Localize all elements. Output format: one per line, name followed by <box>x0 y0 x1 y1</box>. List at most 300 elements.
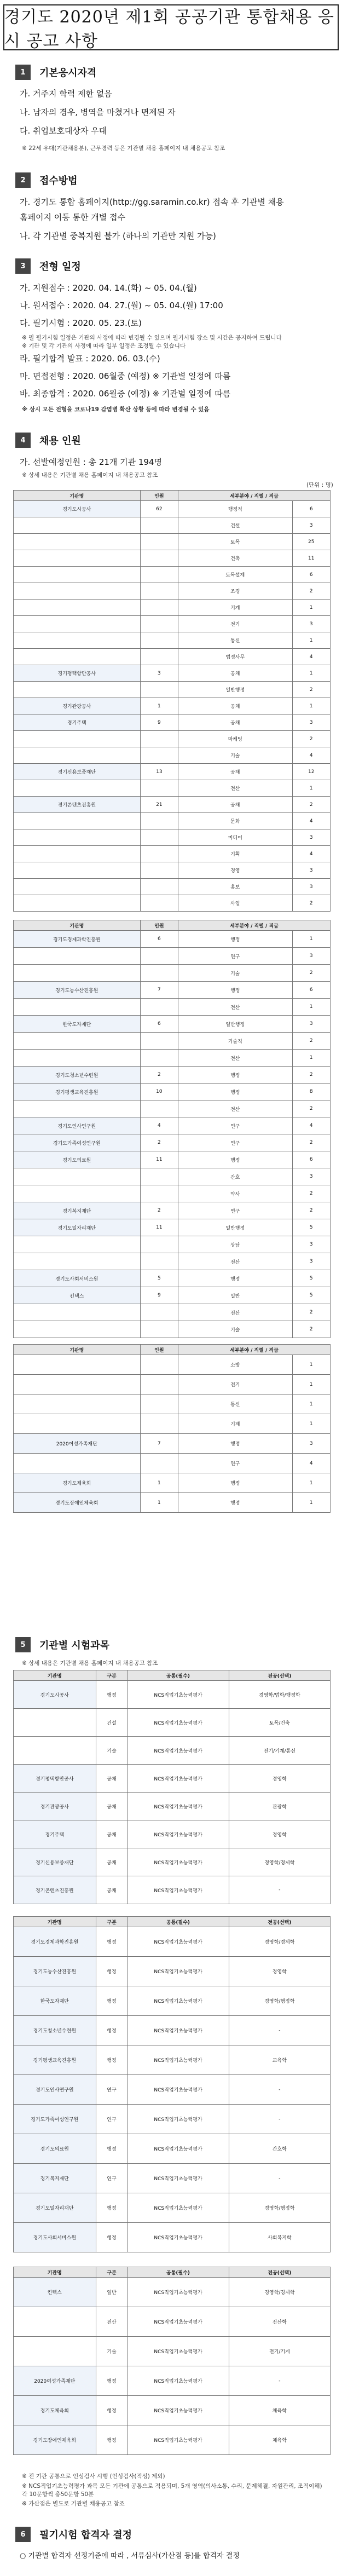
table-header-row <box>14 920 331 931</box>
qualification-line: 나. 남자의 경우, 병역을 마쳤거나 면제된 자 <box>20 107 176 117</box>
table-header-cell: 전공(선택) <box>229 1670 330 1681</box>
table-cell: 6 <box>140 1016 178 1033</box>
schedule-note: ※ 상시 모든 전형을 코로나19 감염병 확산 상황 등에 따라 변경될 수 있음 <box>22 406 210 413</box>
table-header-cell: 기관명 <box>14 1345 141 1355</box>
table-cell: 경기도가족여성연구원 <box>14 2105 96 2134</box>
table-cell <box>14 2337 96 2366</box>
table-cell: 5 <box>292 1287 331 1304</box>
table-cell: 7 <box>140 1434 178 1454</box>
section-title: 접수방법 <box>39 175 78 187</box>
table-cell <box>14 649 141 665</box>
table-cell: 2 <box>292 895 331 912</box>
table-cell: 사업 <box>178 895 292 912</box>
section-number: 6 <box>15 2527 31 2542</box>
table-cell: 4 <box>292 649 331 665</box>
table-cell: 경영학/행정학 <box>229 1986 330 2016</box>
table-row <box>14 714 331 731</box>
table-cell <box>14 632 141 649</box>
table-cell: 경기도농수산진흥원 <box>14 1957 96 1986</box>
table-cell: 62 <box>140 501 178 517</box>
table-row <box>14 1765 331 1793</box>
table-cell: NCS직업기초능력평가 <box>127 2075 229 2105</box>
table-cell <box>14 1394 141 1414</box>
table-cell <box>14 2307 96 2337</box>
table-cell: 전기/기계/통신 <box>229 1737 330 1765</box>
table-cell <box>140 948 178 965</box>
table-cell: 경기관광공사 <box>14 1793 96 1820</box>
table-cell: 건설 <box>96 1709 127 1737</box>
exam-table-2 <box>13 1916 331 2252</box>
table-header-row <box>14 1345 331 1355</box>
table-cell: 1 <box>140 1473 178 1493</box>
table-row <box>14 879 331 895</box>
table-cell: 경영학 <box>229 1957 330 1986</box>
table-cell <box>14 965 141 982</box>
table-row <box>14 1454 331 1473</box>
section-number: 1 <box>15 65 31 80</box>
table-cell <box>14 879 141 895</box>
table-row <box>14 1151 331 1168</box>
table-header-cell: 기관명 <box>14 1917 96 1927</box>
table-header-row <box>14 1917 331 1927</box>
table-cell: 공채 <box>178 665 292 682</box>
table-cell: NCS직업기초능력평가 <box>127 1681 229 1709</box>
table-cell: 6 <box>140 931 178 948</box>
table-cell: 토목 <box>178 534 292 550</box>
table-cell: 기계 <box>178 600 292 616</box>
table-cell <box>14 780 141 797</box>
table-header-cell: 인원 <box>140 491 178 501</box>
table-cell: 행정 <box>178 982 292 999</box>
table-cell: 홍보 <box>178 879 292 895</box>
table-cell: 행정 <box>96 2223 127 2252</box>
table-cell: 경기복지재단 <box>14 1202 141 1219</box>
table-cell <box>140 1304 178 1321</box>
table-cell: NCS직업기초능력평가 <box>127 1957 229 1986</box>
table-row <box>14 1134 331 1151</box>
apply-line: 가. 경기도 통합 홈페이지(http://gg.saramin.co.kr) 접속 후 기관별 채용 <box>20 197 284 207</box>
table-row <box>14 1202 331 1219</box>
table-cell: 5 <box>292 1270 331 1287</box>
schedule-line: 다. 필기시험 : 2020. 05. 23.(토) <box>20 318 142 328</box>
table-cell: 토목/건축 <box>229 1709 330 1737</box>
table-cell: 10 <box>140 1084 178 1100</box>
table-cell: 전기 <box>178 1375 292 1394</box>
table-row <box>14 632 331 649</box>
table-header-cell: 구분 <box>96 1670 127 1681</box>
decision-line: ○ 기관별 합격자 선정기준에 따라 , 서류심사(가산점 등)를 합격자 결정 <box>20 2552 240 2560</box>
table-cell <box>14 567 141 583</box>
table-header-cell: 전공(선택) <box>229 2267 330 2278</box>
table-row <box>14 2366 331 2396</box>
table-cell: 7 <box>140 982 178 999</box>
table-header-cell: 구분 <box>96 1917 127 1927</box>
table-cell: 경영학/법학/행정학 <box>229 1681 330 1709</box>
table-cell: 1 <box>292 1414 331 1434</box>
table-cell: 경기도경제과학진흥원 <box>14 1927 96 1957</box>
table-cell: 3 <box>140 665 178 682</box>
table-cell: 전산 <box>178 780 292 797</box>
table-cell <box>140 999 178 1016</box>
table-cell: 2 <box>292 1304 331 1321</box>
table-cell: 경기도의료원 <box>14 1151 141 1168</box>
table-cell: 6 <box>292 982 331 999</box>
table-cell: - <box>229 2016 330 2045</box>
table-header-cell: 전공(선택) <box>229 1917 330 1927</box>
table-row <box>14 534 331 550</box>
table-row <box>14 1253 331 1270</box>
section-number: 5 <box>15 1637 31 1652</box>
table-cell: 토목설계 <box>178 567 292 583</box>
table-cell: 4 <box>292 1117 331 1134</box>
table-row <box>14 2075 331 2105</box>
table-cell <box>140 1321 178 1338</box>
table-cell: NCS직업기초능력평가 <box>127 2425 229 2455</box>
table-cell <box>140 1050 178 1067</box>
table-cell: 1 <box>140 698 178 714</box>
table-cell: 문화 <box>178 813 292 829</box>
exam-footnote: ※ NCS직업기초능력평가 과목 모든 기관에 공통으로 적용되며, 5개 영역(의사소통, 수리, 문제해결, 자원관리, 조직이해) 각 10문항씩 총50문항 50분 <box>22 2483 322 2498</box>
table-cell: 2 <box>292 731 331 747</box>
table-cell: NCS직업기초능력평가 <box>127 1927 229 1957</box>
table-row <box>14 698 331 714</box>
section-title: 기관별 시험과목 <box>39 1640 109 1651</box>
table-row <box>14 1067 331 1084</box>
table-header-cell: 기관명 <box>14 491 141 501</box>
table-row <box>14 1355 331 1375</box>
table-cell <box>140 747 178 764</box>
table-cell: NCS직업기초능력평가 <box>127 1737 229 1765</box>
table-cell <box>140 534 178 550</box>
table-row <box>14 780 331 797</box>
table-row <box>14 2307 331 2337</box>
table-cell: 경기평택항만공사 <box>14 1765 96 1793</box>
table-cell: 경기도인사연구원 <box>14 1117 141 1134</box>
table-cell <box>14 862 141 879</box>
table-cell: 기술 <box>178 965 292 982</box>
table-cell: 공채 <box>96 1793 127 1820</box>
table-cell: 행정 <box>178 1434 292 1454</box>
section-number: 4 <box>15 433 31 448</box>
table-cell: 경기평택항만공사 <box>14 665 141 682</box>
table-cell <box>140 879 178 895</box>
apply-line: 나. 각 기관별 중복지원 불가 (하나의 기관만 지원 가능) <box>20 231 216 241</box>
table-cell: 행정 <box>96 1986 127 2016</box>
table-cell <box>140 813 178 829</box>
table-cell: 1 <box>292 931 331 948</box>
table-row <box>14 813 331 829</box>
table-cell: 연구 <box>178 1134 292 1151</box>
table-cell: 킨텍스 <box>14 2278 96 2307</box>
table-cell: 2020여성가족재단 <box>14 2366 96 2396</box>
hiring-line: 가. 선발예정인원 : 총 21개 기관 194명 <box>20 457 163 467</box>
table-cell: 통신 <box>178 1394 292 1414</box>
hiring-note: ※ 상세 내용은 기관별 채용 홈페이지 내 채용공고 참조 <box>22 472 158 479</box>
table-row <box>14 764 331 780</box>
table-row <box>14 1033 331 1050</box>
table-cell <box>14 583 141 600</box>
table-row <box>14 1219 331 1236</box>
table-cell <box>14 616 141 632</box>
table-cell: 공채 <box>178 797 292 813</box>
table-cell: NCS직업기초능력평가 <box>127 2164 229 2193</box>
table-cell: 1 <box>292 1473 331 1493</box>
table-cell: 전산 <box>178 1100 292 1117</box>
table-header-cell: 기관명 <box>14 2267 96 2278</box>
table-row <box>14 1321 331 1338</box>
table-row <box>14 1473 331 1493</box>
schedule-line: 마. 면접전형 : 2020. 06월중 (예정) ※ 기관별 일정에 따름 <box>20 371 231 381</box>
table-cell <box>140 895 178 912</box>
table-cell: 연구 <box>96 2164 127 2193</box>
table-cell: 경기신용보증재단 <box>14 764 141 780</box>
schedule-line: 라. 필기합격 발표 : 2020. 06. 03.(수) <box>20 354 160 364</box>
table-cell <box>140 632 178 649</box>
table-cell <box>14 1321 141 1338</box>
table-row <box>14 1375 331 1394</box>
table-cell: 1 <box>292 1375 331 1394</box>
qualification-line: 다. 취업보호대상자 우대 <box>20 126 107 136</box>
table-row <box>14 1414 331 1434</box>
table-row <box>14 1793 331 1820</box>
table-row <box>14 665 331 682</box>
table-header-cell: 인원 <box>140 920 178 931</box>
table-row <box>14 1100 331 1117</box>
table-cell: 공채 <box>96 1820 127 1848</box>
table-cell: 건축 <box>178 550 292 567</box>
apply-line: 홈페이지 이동 통한 개별 접수 <box>20 212 125 222</box>
table-cell: 3 <box>292 517 331 534</box>
section-4-header <box>15 433 81 448</box>
table-cell: 4 <box>140 1117 178 1134</box>
table-cell <box>14 747 141 764</box>
table-header-row <box>14 491 331 501</box>
table-cell: 킨텍스 <box>14 1287 141 1304</box>
table-cell: 행정 <box>178 1473 292 1493</box>
table-row <box>14 501 331 517</box>
table-cell: 1 <box>292 1394 331 1414</box>
table-row <box>14 1168 331 1185</box>
table-cell: 경기도일자리재단 <box>14 1219 141 1236</box>
table-cell <box>140 846 178 862</box>
table-row <box>14 583 331 600</box>
table-cell: NCS직업기초능력평가 <box>127 1709 229 1737</box>
table-cell: 행정 <box>96 2045 127 2075</box>
table-cell <box>140 583 178 600</box>
table-cell: 경기도사회서비스원 <box>14 2223 96 2252</box>
table-cell <box>140 1033 178 1050</box>
table-header-cell: 기관명 <box>14 1670 96 1681</box>
table-cell: 사회복지학 <box>229 2223 330 2252</box>
section-title: 필기시험 합격자 결정 <box>39 2529 132 2541</box>
table-cell <box>14 600 141 616</box>
table-cell: 전산 <box>178 999 292 1016</box>
table-cell: 경기신용보증재단 <box>14 1848 96 1876</box>
table-cell <box>140 780 178 797</box>
table-row <box>14 931 331 948</box>
table-row <box>14 747 331 764</box>
table-cell: 기술 <box>178 747 292 764</box>
table-cell: - <box>229 2164 330 2193</box>
table-cell: 연구 <box>178 1454 292 1473</box>
table-cell <box>14 1304 141 1321</box>
table-cell: 연구 <box>178 948 292 965</box>
table-cell: 관광학 <box>229 1793 330 1820</box>
table-cell: 1 <box>292 698 331 714</box>
table-cell <box>14 846 141 862</box>
table-cell: 경기도의료원 <box>14 2134 96 2164</box>
table-cell <box>140 829 178 846</box>
table-header-cell: 세부분야 / 직렬 / 직급 <box>178 920 331 931</box>
table-cell: 경기관광공사 <box>14 698 141 714</box>
table-cell: 9 <box>140 1287 178 1304</box>
table-cell <box>140 550 178 567</box>
table-cell <box>14 1100 141 1117</box>
table-cell: 교육학 <box>229 2045 330 2075</box>
table-cell: 연구 <box>178 1117 292 1134</box>
table-cell <box>140 731 178 747</box>
table-cell: 행정 <box>178 1067 292 1084</box>
table-cell <box>14 731 141 747</box>
table-cell: NCS직업기초능력평가 <box>127 2193 229 2223</box>
table-row <box>14 999 331 1016</box>
table-row <box>14 2164 331 2193</box>
table-cell: - <box>229 2105 330 2134</box>
table-header-cell: 세부분야 / 직렬 / 직급 <box>178 491 331 501</box>
table-cell: 행정 <box>96 1957 127 1986</box>
table-row <box>14 1709 331 1737</box>
table-cell: 1 <box>292 632 331 649</box>
table-cell: 21 <box>140 797 178 813</box>
schedule-line: 나. 원서접수 : 2020. 04. 27.(월) ~ 05. 04.(월) 17:00 <box>20 301 223 310</box>
table-cell <box>140 649 178 665</box>
table-cell: NCS직업기초능력평가 <box>127 2278 229 2307</box>
table-cell <box>14 813 141 829</box>
table-cell: 4 <box>292 813 331 829</box>
table-cell: 1 <box>292 600 331 616</box>
table-cell: 2 <box>140 1067 178 1084</box>
table-cell: 2 <box>292 682 331 698</box>
table-cell: 2 <box>292 1134 331 1151</box>
table-row <box>14 1117 331 1134</box>
table-cell: NCS직업기초능력평가 <box>127 2016 229 2045</box>
table-row <box>14 1185 331 1202</box>
table-cell: 전기/기계 <box>229 2337 330 2366</box>
table-cell: 행정 <box>178 1270 292 1287</box>
schedule-line: 가. 지원접수 : 2020. 04. 14.(화) ~ 05. 04.(월) <box>20 283 197 293</box>
table-cell: 간호 <box>178 1168 292 1185</box>
table-row <box>14 1270 331 1287</box>
table-cell <box>14 1737 96 1765</box>
table-cell: 행정 <box>178 1493 292 1513</box>
table-cell <box>14 550 141 567</box>
table-cell: 2 <box>292 1100 331 1117</box>
table-header-cell: 구분 <box>96 2267 127 2278</box>
page-title: 경기도 2020년 제1회 공공기관 통합채용 응시 공고 사항 <box>3 4 339 50</box>
table-cell: 연구 <box>96 2105 127 2134</box>
table-cell: 공채 <box>178 698 292 714</box>
section-number: 2 <box>15 172 31 188</box>
table-cell: 조경 <box>178 583 292 600</box>
table-row <box>14 1236 331 1253</box>
exam-note: ※ 상세 내용은 기관별 채용 홈페이지 내 채용공고 참조 <box>22 1660 158 1667</box>
table-cell: NCS직업기초능력평가 <box>127 2307 229 2337</box>
hiring-table-3 <box>13 1344 331 1513</box>
table-cell: 미디어 <box>178 829 292 846</box>
table-cell <box>14 1236 141 1253</box>
table-row <box>14 2045 331 2075</box>
table-cell: 경기도체육회 <box>14 1473 141 1493</box>
table-cell: 마케팅 <box>178 731 292 747</box>
table-cell: 공채 <box>178 714 292 731</box>
table-cell: 행정 <box>178 931 292 948</box>
table-cell: 2 <box>292 797 331 813</box>
table-cell: 기술 <box>96 1737 127 1765</box>
table-cell: 경영학/경제학 <box>229 1927 330 1957</box>
section-6-header <box>15 2527 132 2542</box>
table-cell: 2 <box>292 1033 331 1050</box>
table-row <box>14 731 331 747</box>
qualification-line: 가. 거주지 학력 제한 없음 <box>20 89 112 99</box>
table-cell: 법정사무 <box>178 649 292 665</box>
table-row <box>14 965 331 982</box>
table-row <box>14 2396 331 2425</box>
table-cell: 11 <box>292 550 331 567</box>
table-cell: 연구 <box>178 1202 292 1219</box>
hiring-table-1 <box>13 490 331 912</box>
table-cell: 행정 <box>96 2193 127 2223</box>
schedule-line: 바. 최종합격 : 2020. 06월중 (예정) ※ 기관별 일정에 따름 <box>20 389 231 399</box>
table-row <box>14 1957 331 1986</box>
table-cell: 한국도자재단 <box>14 1016 141 1033</box>
table-row <box>14 649 331 665</box>
table-cell: 3 <box>292 1253 331 1270</box>
table-cell <box>14 1454 141 1473</box>
table-row <box>14 1050 331 1067</box>
table-row <box>14 600 331 616</box>
table-cell <box>14 534 141 550</box>
table-cell: 2 <box>140 1134 178 1151</box>
table-cell: 공채 <box>96 1848 127 1876</box>
table-header-row <box>14 2267 331 2278</box>
table-cell: 경영학/경제학 <box>229 2278 330 2307</box>
table-cell: 2020여성가족재단 <box>14 1434 141 1454</box>
table-cell: 전산 <box>96 2307 127 2337</box>
table-cell: 행정 <box>96 1927 127 1957</box>
table-row <box>14 829 331 846</box>
table-cell: 경기도가족여성연구원 <box>14 1134 141 1151</box>
table-cell: NCS직업기초능력평가 <box>127 1820 229 1848</box>
table-cell <box>14 1253 141 1270</box>
table-cell <box>14 999 141 1016</box>
table-header-cell: 공통(필수) <box>127 1670 229 1681</box>
table-cell: 행정 <box>96 2366 127 2396</box>
table-row <box>14 2425 331 2455</box>
table-cell: 3 <box>292 948 331 965</box>
table-cell: 경영학/경제학 <box>229 1848 330 1876</box>
table-cell <box>140 517 178 534</box>
table-cell: 11 <box>140 1219 178 1236</box>
table-row <box>14 616 331 632</box>
table-cell: 공채 <box>96 1765 127 1793</box>
table-cell: 공채 <box>96 1876 127 1904</box>
table-cell: 2 <box>292 1067 331 1084</box>
table-cell: 3 <box>292 1016 331 1033</box>
table-cell: NCS직업기초능력평가 <box>127 1765 229 1793</box>
table-cell: 6 <box>292 1151 331 1168</box>
table-cell: NCS직업기초능력평가 <box>127 2134 229 2164</box>
table-cell: 경영학 <box>229 1765 330 1793</box>
